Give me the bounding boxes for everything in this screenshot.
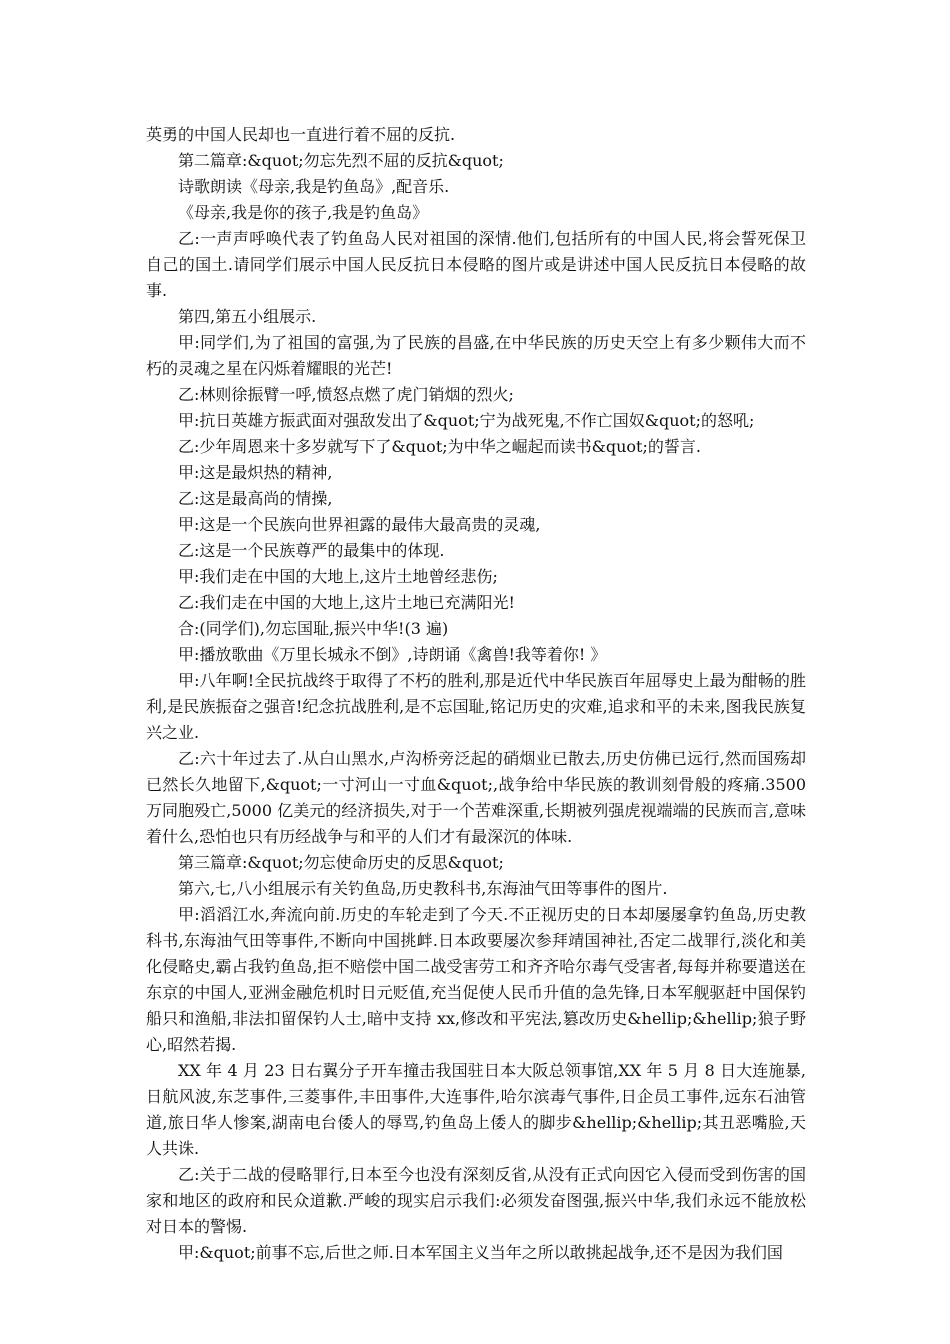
- poem-title: 《母亲,我是你的孩子,我是钓鱼岛》: [178, 203, 429, 222]
- paragraph-9: 乙:少年周恩来十多岁就写下了&quot;为中华之崛起而读书&quot;的誓言.: [178, 437, 701, 456]
- paragraph-24: 乙:关于二战的侵略罪行,日本至今也没有深刻反省,从没有正式向因它入侵而受到伤害的国家和地区的政府和民众道歉.严峻的现实启示我们:必须发奋图强,振兴中华,我们永远不能放松对日本的警惕.: [146, 1165, 806, 1236]
- paragraph-23: XX 年 4 月 23 日右翼分子开车撞击我国驻日本大阪总领事馆,XX 年 5 月 8 日大连施暴,日航风波,东芝事件,三菱事件,丰田事件,大连事件,哈尔滨毒气事件,日企员工事件,远东石油管道,旅日华人惨案,湖南电台倭人的辱骂,钓鱼岛上倭人的脚步&hellip;&hellip;其丑恶嘴脸,天人共诛.: [146, 1061, 806, 1158]
- paragraph-5: 第四,第五小组展示.: [178, 307, 317, 326]
- paragraph-19: 乙:六十年过去了.从白山黑水,卢沟桥旁泛起的硝烟业已散去,历史仿佛已远行,然而国殇却已然长久地留下,&quot;一寸河山一寸血&quot;,战争给中华民族的教训刻骨般的疼痛.3500 万同胞殁亡,5000 亿美元的经济损失,对于一个苦难深重,长期被列强虎视端端的民族而言,意味着什么,恐怕也只有历经战争与和平的人们才有最深沉的体味.: [146, 749, 806, 846]
- paragraph-7: 乙:林则徐振臂一呼,愤怒点燃了虎门销烟的烈火;: [178, 385, 514, 404]
- paragraph-18: 甲:八年啊!全民抗战终于取得了不朽的胜利,那是近代中华民族百年屈辱史上最为酣畅的胜利,是民族振奋之强音!纪念抗战胜利,是不忘国耻,铭记历史的灾难,追求和平的未来,图我民族复兴之业.: [146, 671, 806, 742]
- document-body: [146, 122, 806, 1266]
- paragraph-17: 甲:播放歌曲《万里长城永不倒》,诗朗诵《禽兽!我等着你! 》: [178, 645, 607, 664]
- paragraph-16: 合:(同学们),勿忘国耻,振兴中华!(3 遍): [178, 619, 449, 638]
- section-heading-2: 第二篇章:&quot;勿忘先烈不屈的反抗&quot;: [178, 151, 504, 170]
- paragraph-10: 甲:这是最炽热的精神,: [178, 463, 333, 482]
- paragraph-4: 乙:一声声呼唤代表了钓鱼岛人民对祖国的深情.他们,包括所有的中国人民,将会誓死保卫自己的国土.请同学们展示中国人民反抗日本侵略的图片或是讲述中国人民反抗日本侵略的故事.: [146, 229, 806, 300]
- paragraph-21: 第六,七,八小组展示有关钓鱼岛,历史教科书,东海油气田等事件的图片.: [178, 879, 668, 898]
- paragraph-15: 乙:我们走在中国的大地上,这片土地已充满阳光!: [178, 593, 515, 612]
- paragraph-12: 甲:这是一个民族向世界袒露的最伟大最高贵的灵魂,: [178, 515, 541, 534]
- paragraph-11: 乙:这是最高尚的情操,: [178, 489, 333, 508]
- paragraph-8: 甲:抗日英雄方振武面对强敌发出了&quot;宁为战死鬼,不作亡国奴&quot;的怒吼;: [178, 411, 755, 430]
- paragraph-22: 甲:滔滔江水,奔流向前.历史的车轮走到了今天.不正视历史的日本却屡屡拿钓鱼岛,历史教科书,东海油气田等事件,不断向中国挑衅.日本政要屡次参拜靖国神社,否定二战罪行,淡化和美化侵略史,霸占我钓鱼岛,拒不赔偿中国二战受害劳工和齐齐哈尔毒气受害者,每每并称要遣送在东京的中国人,亚洲金融危机时日元贬值,充当促使人民币升值的急先锋,日本军舰驱赶中国保钓船只和渔船,非法扣留保钓人士,暗中支持 xx,修改和平宪法,篡改历史&hellip;&hellip;狼子野心,昭然若揭.: [146, 905, 806, 1054]
- paragraph-14: 甲:我们走在中国的大地上,这片土地曾经悲伤;: [178, 567, 498, 586]
- paragraph-0: 英勇的中国人民却也一直进行着不屈的反抗.: [146, 125, 456, 144]
- paragraph-13: 乙:这是一个民族尊严的最集中的体现.: [178, 541, 445, 560]
- paragraph-25: 甲:&quot;前事不忘,后世之师.日本军国主义当年之所以敢挑起战争,还不是因为我们国: [178, 1243, 783, 1262]
- section-heading-3: 第三篇章:&quot;勿忘使命历史的反思&quot;: [178, 853, 504, 872]
- paragraph-2: 诗歌朗读《母亲,我是钓鱼岛》,配音乐.: [178, 177, 450, 196]
- paragraph-6: 甲:同学们,为了祖国的富强,为了民族的昌盛,在中华民族的历史天空上有多少颗伟大而不朽的灵魂之星在闪烁着耀眼的光芒!: [146, 333, 806, 378]
